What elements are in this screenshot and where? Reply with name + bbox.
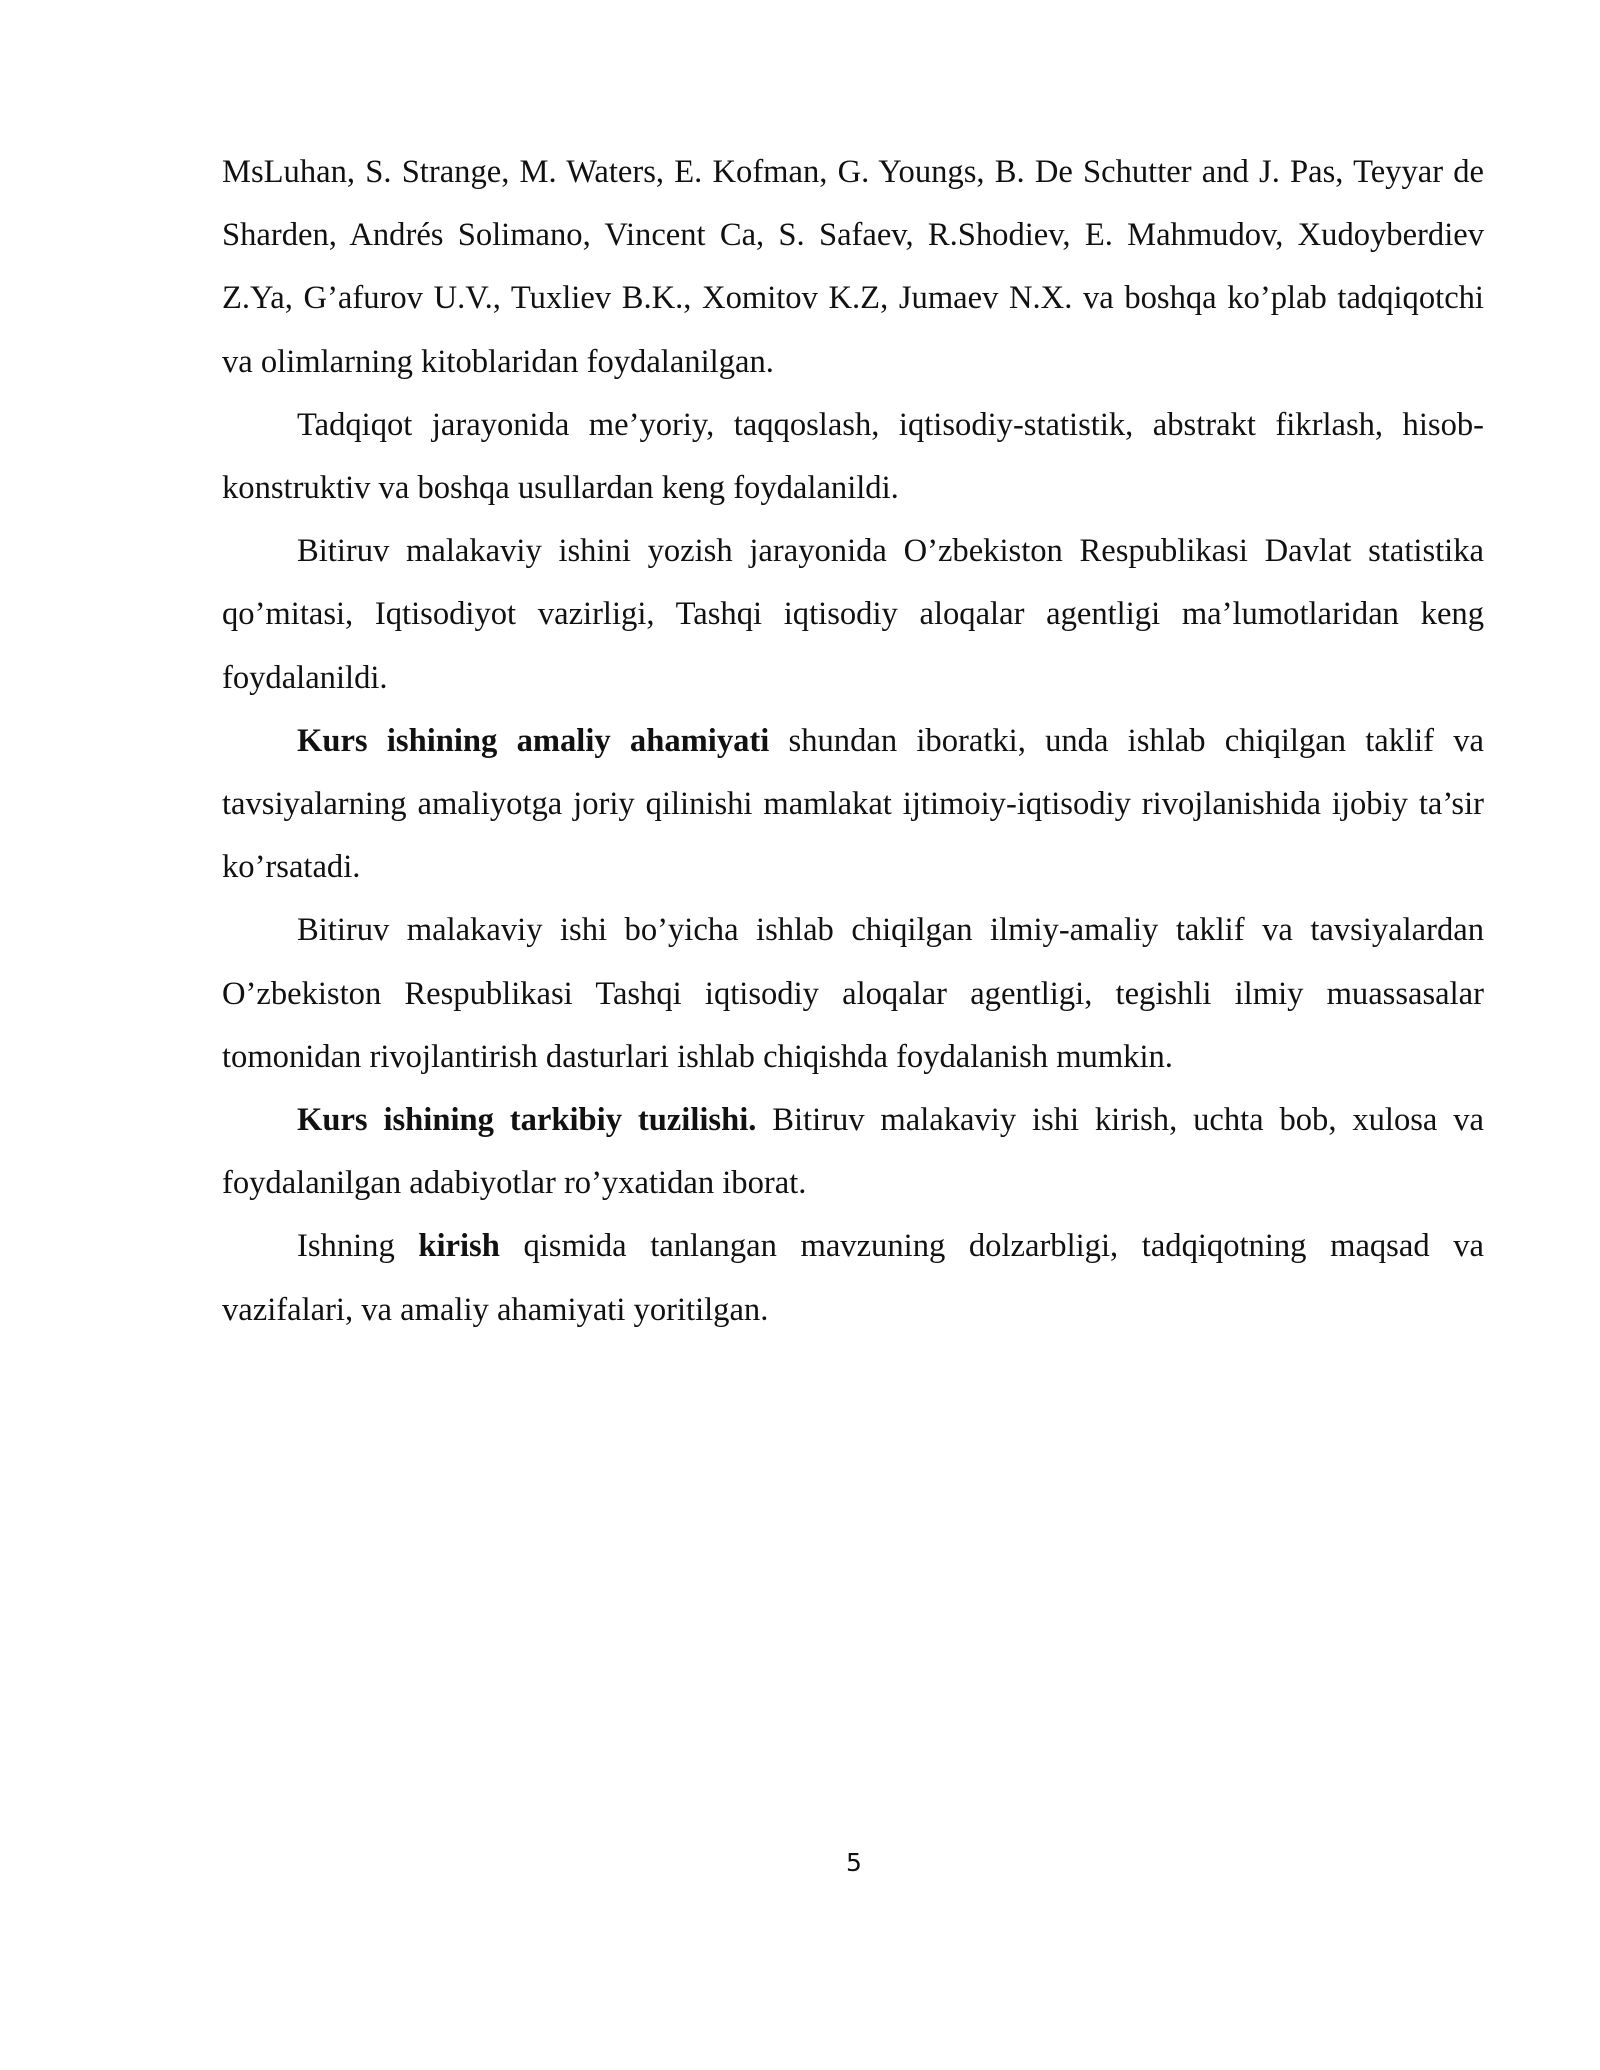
paragraph-text: qismida tanlangan mavzuning dolzarbligi, tadqiqotning maqsad va vazifalari, va amaliy ahamiyati yoritilgan. <box>222 1228 1484 1328</box>
paragraph-text: shundan iboratki, unda ishlab chiqilgan taklif va tavsiyalarning amaliyotga joriy qilinishi mamlakat ijtimoiy-iqtisodiy rivojlanishida ijobiy ta’sir ko’rsatadi. <box>222 722 1484 886</box>
paragraph-references <box>222 141 1484 394</box>
paragraph-sources <box>222 520 1484 710</box>
paragraph-structure <box>222 1089 1484 1215</box>
paragraph-text: Tadqiqot jarayonida me’yoriy, taqqoslash, iqtisodiy-statistik, abstrakt fikrlash, hisob-konstruktiv va boshqa usullardan keng foydalanildi. <box>222 406 1484 507</box>
paragraph-practical-significance <box>222 710 1484 900</box>
paragraph-bold-term: kirish <box>418 1228 500 1265</box>
paragraph-text: Bitiruv malakaviy ishi bo’yicha ishlab chiqilgan ilmiy-amaliy taklif va tavsiyalardan O’zbekiston Respublikasi Tashqi iqtisodiy aloqalar agentligi, tegishli ilmiy muassasalar tomonidan rivojlantirish dasturlari ishlab chiqishda foydalanish mumkin. <box>222 912 1484 1075</box>
paragraph-text-before: Ishning <box>297 1228 419 1265</box>
page-number: 5 <box>846 1848 862 1877</box>
paragraph-introduction <box>222 1215 1484 1341</box>
paragraph-bold-lead: Kurs ishining amaliy ahamiyati <box>297 722 770 759</box>
document-body <box>222 141 1484 1342</box>
paragraph-text: Bitiruv malakaviy ishini yozish jarayonida O’zbekiston Respublikasi Davlat statistika qo’mitasi, Iqtisodiyot vazirligi, Tashqi iqtisodiy aloqalar agentligi ma’lumotlaridan keng foydalanildi. <box>222 533 1484 696</box>
paragraph-bold-lead: Kurs ishining tarkibiy tuzilishi. <box>297 1102 757 1139</box>
paragraph-text: Bitiruv malakaviy ishi kirish, uchta bob, xulosa va foydalanilgan adabiyotlar ro’yxatidan iborat. <box>222 1102 1484 1202</box>
paragraph-text: MsLuhan, S. Strange, M. Waters, E. Kofman, G. Youngs, B. De Schutter and J. Pas, Teyyar de Sharden, Andrés Solimano, Vincent Ca, S. Safaev, R.Shodiev, E. Mahmudov, Xudoyberdiev Z.Ya, G’afurov U.V., Tuxliev B.K., Xomitov K.Z, Jumaev N.X. va boshqa ko’plab tadqiqotchi va olimlarning kitoblaridan foydalanilgan. <box>222 154 1484 380</box>
paragraph-recommendations <box>222 899 1484 1089</box>
paragraph-methods <box>222 394 1484 520</box>
